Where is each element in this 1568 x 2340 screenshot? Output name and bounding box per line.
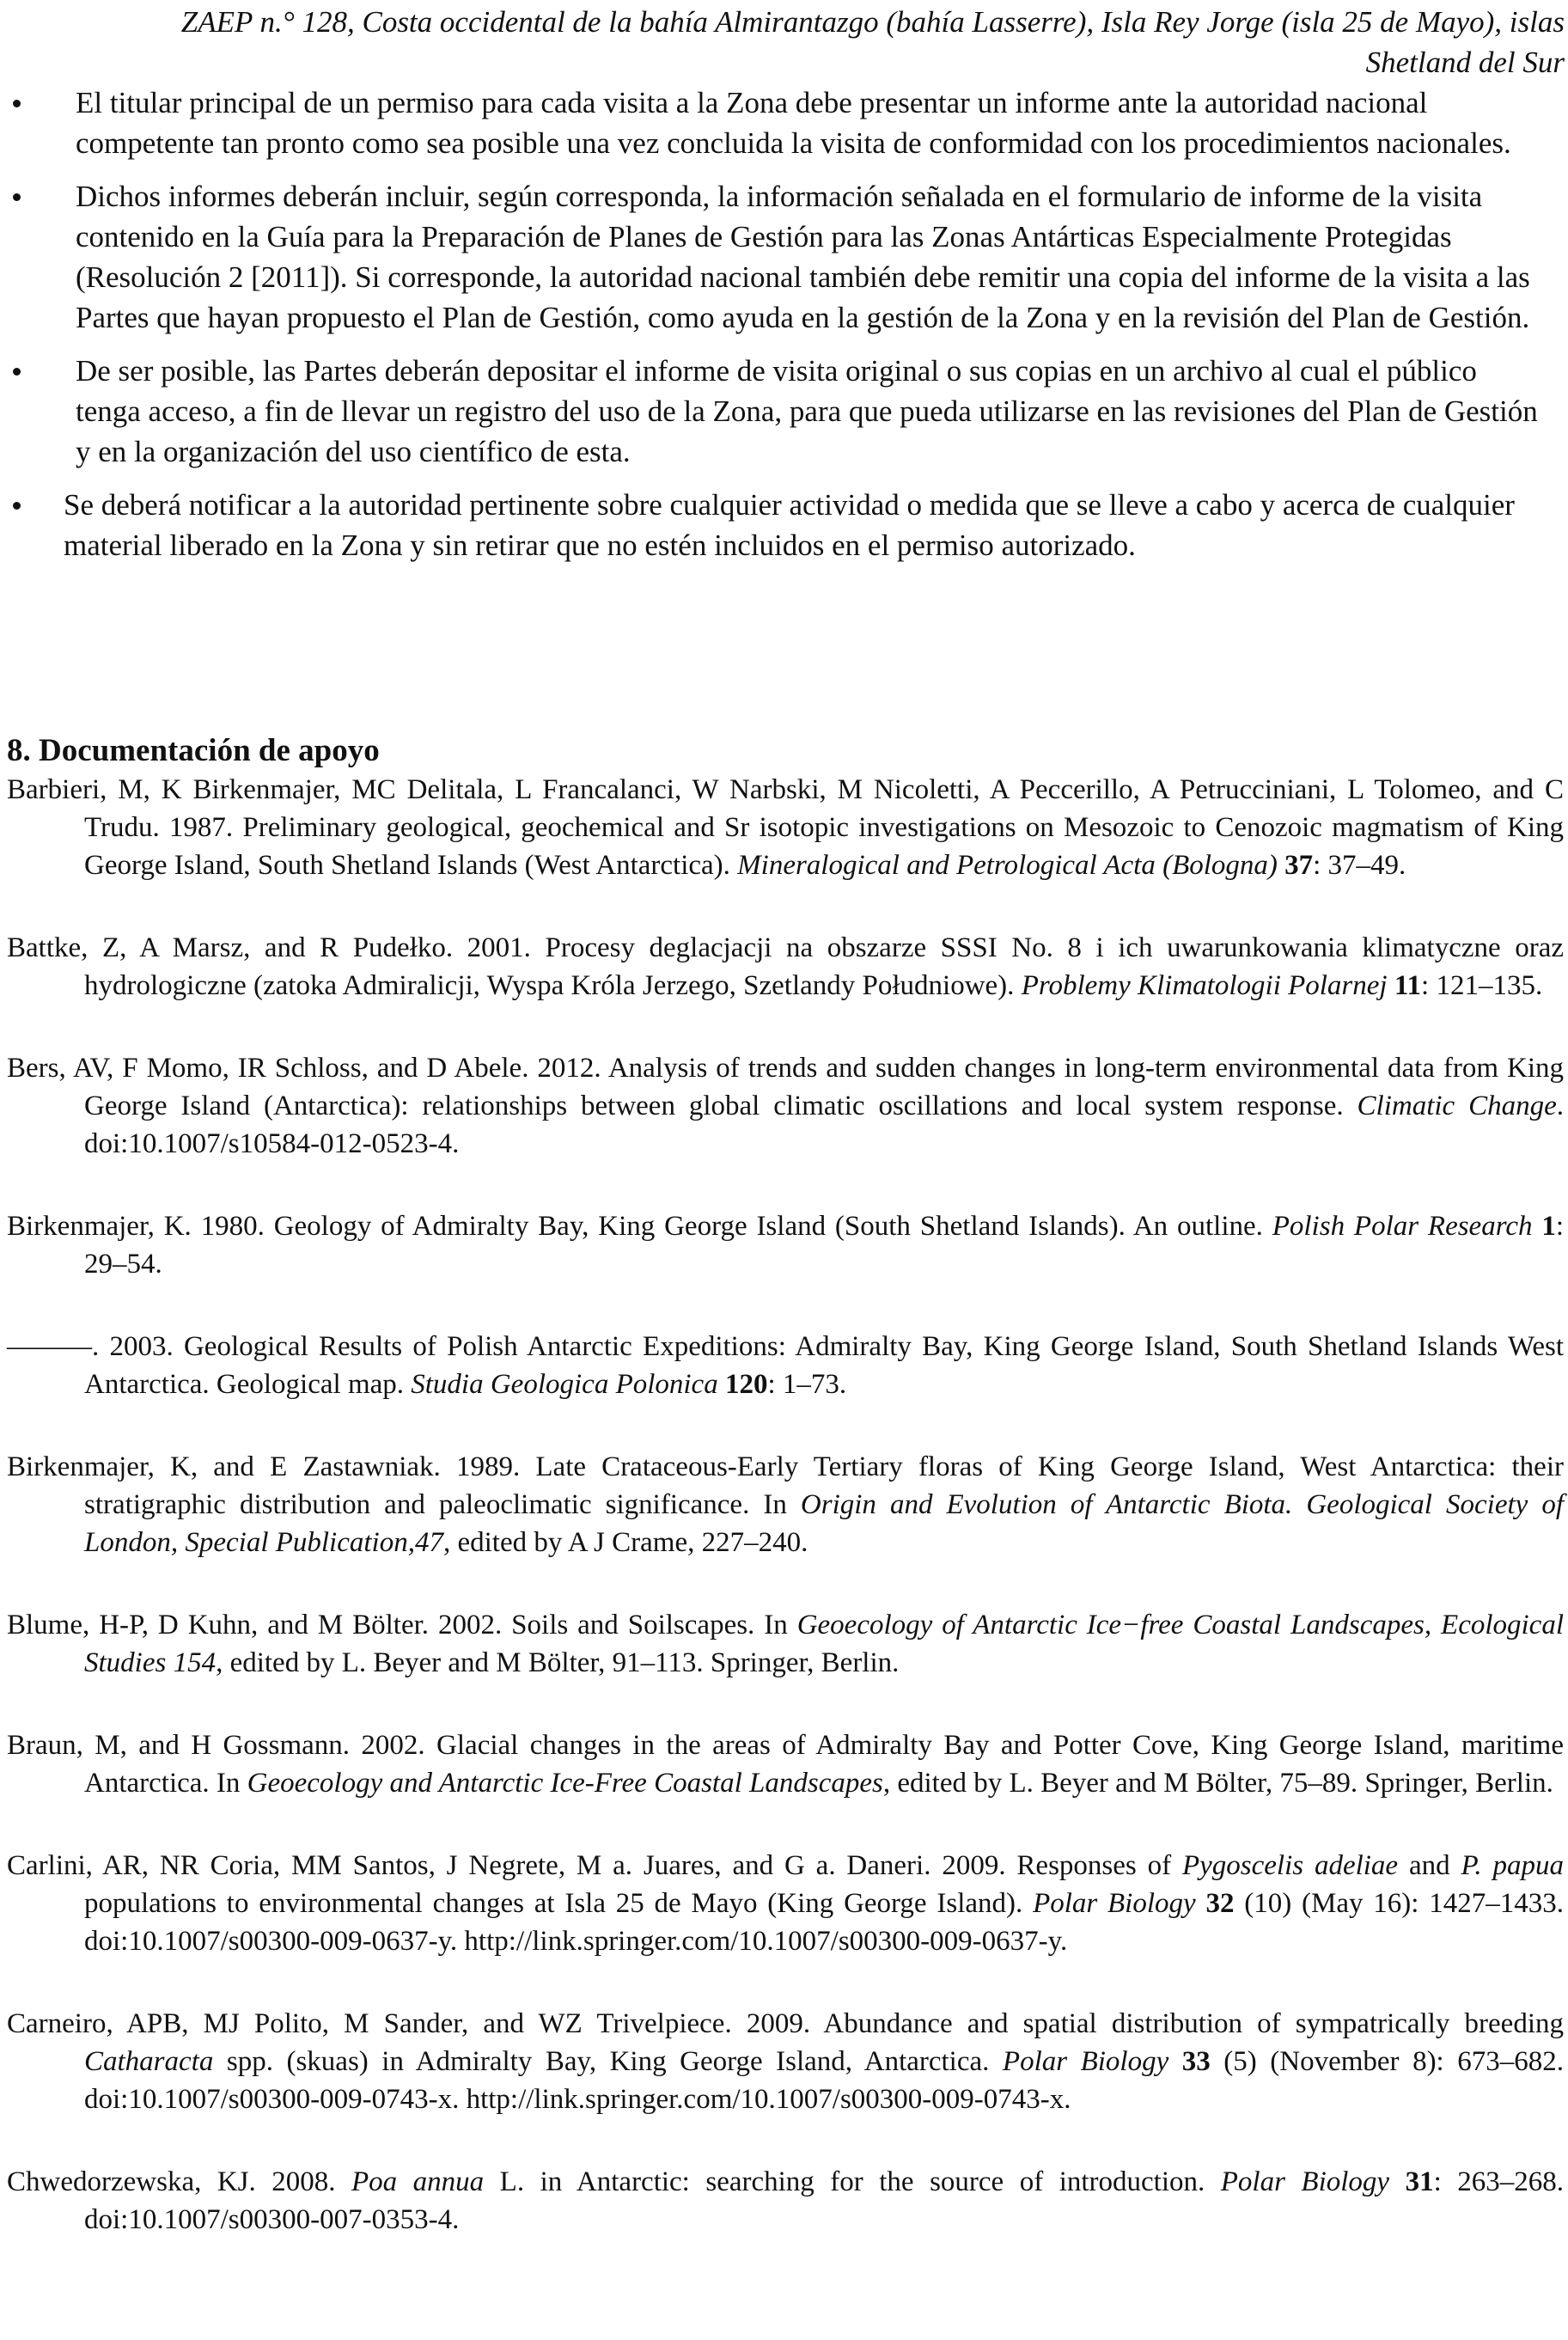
reference-italic-run: Geoecology and Antarctic Ice-Free Coastal Landscapes [247,1768,883,1799]
reference-text: , edited by L. Beyer and M Bölter, 75–89. Springer, Berlin. [882,1768,1553,1799]
reference-italic-run: Pygoscelis adeliae [1181,1850,1399,1881]
bullet-item [0,485,1568,565]
reference-entry [7,2163,1564,2239]
reference-volume: 31 [1405,2166,1434,2197]
reference-text [1532,1211,1541,1242]
reference-volume: 37 [1284,850,1314,881]
reference-list [7,771,1564,2283]
reference-italic-run: Poa annua [351,2166,485,2197]
reference-text: spp. (skuas) in Admiralty Bay, King George Island, Antarctica. [213,2046,1003,2077]
reference-text [1196,1888,1206,1919]
reference-entry [7,771,1564,884]
reference-text: , edited by A J Crame, 227–240. [442,1527,808,1558]
reference-text [1389,2166,1406,2197]
reference-text: : 263–268. doi:10.1007/s00300-007-0353-4. [84,2166,1564,2235]
bullet-text: El titular principal de un permiso para cada visita a la Zona debe presentar un informe ante la autoridad nacional competente tan pronto como sea posible una vez concluida la visita de conformidad con los procedimientos nacionales. [76,86,1511,160]
reference-text: ———. 2003. Geological Results of Polish Antarctic Expeditions: Admiralty Bay, King George Island, South Shetland Islands West Antarctica. Geological map. [7,1331,1564,1400]
reference-entry [7,1606,1564,1682]
bullet-dot-icon [13,100,21,107]
reference-text: Blume, H-P, D Kuhn, and M Bölter. 2002. Soils and Soilscapes. In [7,1610,797,1640]
reference-text: and [1398,1850,1461,1881]
reference-text: : 29–54. [84,1211,1564,1280]
reference-italic-run: Catharacta [84,2046,214,2077]
reference-text [1168,2046,1182,2077]
section-heading: 8. Documentación de apoyo [7,733,380,768]
reference-italic-run: Polar Biology [1002,2046,1169,2077]
reference-italic-run: Mineralogical and Petrological Acta (Bologna) [737,850,1278,881]
reference-entry [7,1847,1564,1960]
reference-italic-run: Polar Biology [1033,1888,1196,1919]
reference-volume: 33 [1181,2046,1211,2077]
reference-italic-run: Studia Geologica Polonica [411,1369,718,1400]
reference-text: Birkenmajer, K, and E Zastawniak. 1989. Late Crataceous-Early Tertiary floras of King George Island, West Antarctica: their stratigraphic distribution and paleoclimatic significance. In [7,1451,1564,1520]
reference-text [718,1369,725,1400]
bullet-item [0,82,1568,163]
reference-text: (10) (May 16): 1427–1433. doi:10.1007/s00300-009-0637-y. http://link.springer.com/10.1007/s00300-009-0637-y. [84,1888,1565,1957]
reference-text: . doi:10.1007/s10584-012-0523-4. [84,1091,1564,1159]
reference-text [1388,970,1394,1001]
reference-italic-run: Polish Polar Research [1272,1211,1533,1242]
reference-entry [7,1328,1564,1403]
reference-text: Braun, M, and H Gossmann. 2002. Glacial changes in the areas of Admiralty Bay and Potter Cove, King George Island, maritime Antarctica. In [7,1730,1564,1799]
reference-text: Barbieri, M, K Birkenmajer, MC Delitala, L Francalanci, W Narbski, M Nicoletti, A Peccerillo, A Petrucciniani, L Tolomeo, and C Trudu. 1987. Preliminary geological, geochemical and Sr isotopic investigations on Mesozoic to Cenozoic magmatism of King George Island, South Shetland Islands (West Antarctica). [7,774,1564,881]
reference-volume: 1 [1541,1211,1556,1242]
reference-text: Carneiro, APB, MJ Polito, M Sander, and WZ Trivelpiece. 2009. Abundance and spatial distribution of sympatrically breeding [7,2008,1564,2039]
reference-volume: 120 [724,1369,768,1400]
bullet-dot-icon [13,368,21,376]
reference-italic-run: Geoecology of Antarctic Ice−free Coastal Landscapes, Ecological Studies 154 [84,1610,1564,1678]
reference-volume: 32 [1205,1888,1235,1919]
reference-text: Birkenmajer, K. 1980. Geology of Admiralty Bay, King George Island (South Shetland Islands). An outline. [7,1211,1272,1242]
reference-text: : 37–49. [1313,850,1406,881]
bullet-dot-icon [13,502,21,510]
reference-text: , edited by L. Beyer and M Bölter, 91–113. Springer, Berlin. [216,1647,900,1678]
reference-italic-run: Climatic Change [1357,1091,1557,1121]
bullet-dot-icon [13,193,21,201]
reference-text: Chwedorzewska, KJ. 2008. [7,2166,352,2197]
reference-text: L. in Antarctic: searching for the source of introduction. [484,2166,1221,2197]
reference-text: : 1–73. [767,1369,847,1400]
bullet-list [0,82,1568,578]
reference-italic-run: P. papua [1461,1850,1564,1881]
reference-text: Battke, Z, A Marsz, and R Pudełko. 2001. Procesy deglacjacji na obszarze SSSI No. 8 i ich uwarunkowania klimatyczne oraz hydrologiczne (zatoka Admiralicji, Wyspa Króla Jerzego, Szetlandy Południowe). [7,932,1564,1001]
reference-entry [7,2005,1564,2118]
reference-italic-run: Problemy Klimatologii Polarnej [1021,970,1388,1001]
bullet-item [0,176,1568,338]
reference-entry [7,929,1564,1005]
reference-entry [7,1448,1564,1561]
bullet-text: Se deberá notificar a la autoridad pertinente sobre cualquier actividad o medida que se lleve a cabo y acerca de cualquier material liberado en la Zona y sin retirar que no estén incluidos en el permiso autorizado. [64,488,1515,562]
reference-text: populations to environmental changes at Isla 25 de Mayo (King George Island). [84,1888,1034,1919]
running-header: ZAEP n.° 128, Costa occidental de la bahía Almirantazgo (bahía Lasserre), Isla Rey Jorge (isla 25 de Mayo), islas Shetland del Sur [180,5,1565,79]
reference-text: Bers, AV, F Momo, IR Schloss, and D Abele. 2012. Analysis of trends and sudden changes in long-term environmental data from King George Island (Antarctica): relationships between global climatic oscillations and local system response. [7,1053,1564,1121]
reference-text [1278,850,1284,881]
reference-volume: 11 [1394,970,1422,1001]
reference-entry [7,1207,1564,1283]
reference-entry [7,1726,1564,1802]
reference-text: Carlini, AR, NR Coria, MM Santos, J Negrete, M a. Juares, and G a. Daneri. 2009. Responses of [7,1850,1182,1881]
reference-text: (5) (November 8): 673–682. doi:10.1007/s00300-009-0743-x. http://link.springer.com/10.1007/s00300-009-0743-x. [84,2046,1564,2115]
reference-entry [7,1049,1564,1163]
reference-italic-run: Origin and Evolution of Antarctic Biota. Geological Society of London, Special Publication,47 [84,1489,1564,1558]
bullet-item [0,351,1568,472]
bullet-text: Dichos informes deberán incluir, según corresponda, la información señalada en el formulario de informe de la visita contenido en la Guía para la Preparación de Planes de Gestión para las Zonas Antárticas Especialmente Protegidas (Resolución 2 [2011]). Si corresponde, la autoridad nacional también debe remitir una copia del informe de la visita a las Partes que hayan propuesto el Plan de Gestión, como ayuda en la gestión de la Zona y en la revisión del Plan de Gestión. [76,180,1530,334]
reference-text: : 121–135. [1421,970,1543,1001]
reference-italic-run: Polar Biology [1220,2166,1390,2197]
bullet-text: De ser posible, las Partes deberán depositar el informe de visita original o sus copias en un archivo al cual el público tenga acceso, a fin de llevar un registro del uso de la Zona, para que pueda utilizarse en las revisiones del Plan de Gestión y en la organización del uso científico de esta. [76,354,1538,468]
